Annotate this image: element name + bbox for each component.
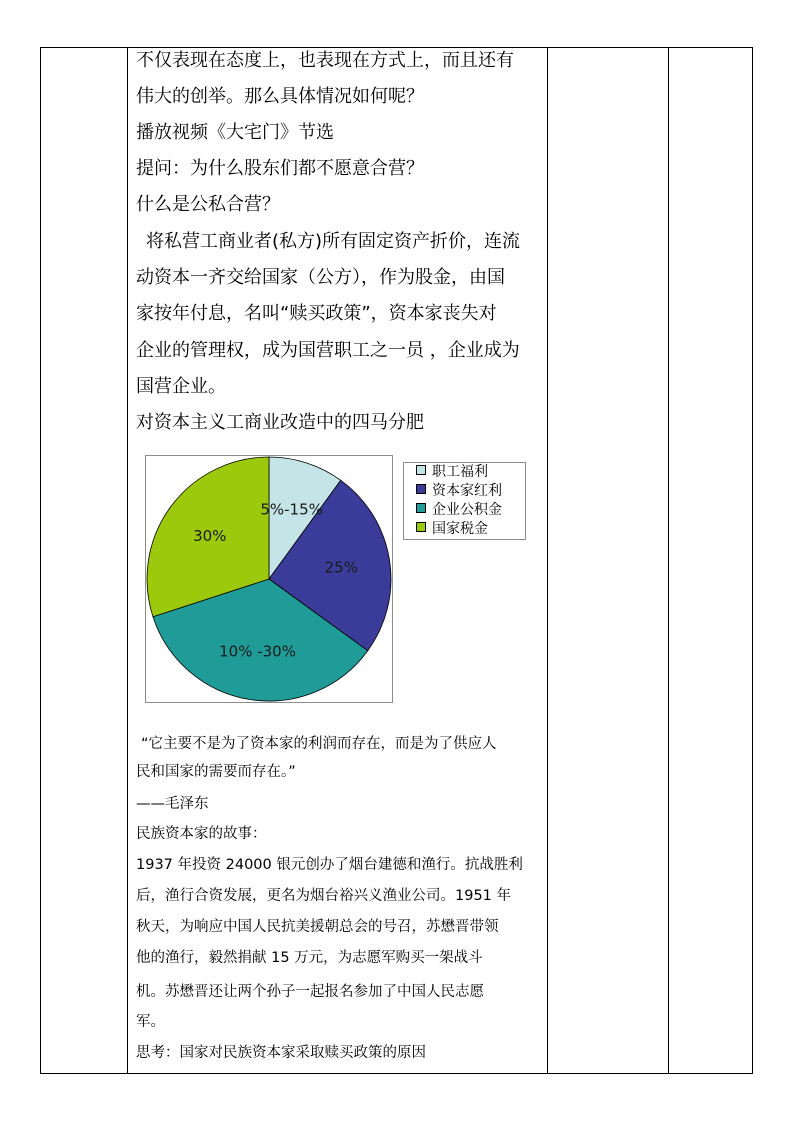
chart-legend: [403, 462, 526, 540]
pie-chart-frame: [145, 455, 393, 703]
story-heading: 民族资本家的故事：: [136, 826, 267, 842]
story-line: 秋天，为响应中国人民抗美援朝总会的号召，苏懋晋带领: [136, 919, 499, 935]
legend-label: 企业公积金: [432, 502, 502, 518]
definition-line: 国营企业。: [136, 376, 226, 397]
definition-line: 将私营工商业者(私方)所有固定资产折价，连流: [146, 231, 521, 252]
quote-line: “它主要不是为了资本家的利润而存在，而是为了供应人: [141, 736, 497, 752]
legend-item: [416, 501, 502, 519]
table-column-line: [752, 47, 753, 1074]
story-line: 后，渔行合资发展，更名为烟台裕兴义渔业公司。1951 年: [136, 888, 512, 904]
legend-label: 资本家红利: [432, 483, 502, 499]
legend-item: [416, 463, 488, 481]
legend-item: [416, 482, 502, 500]
story-line: 1937 年投资 24000 银元创办了烟台建德和渔行。抗战胜利: [136, 857, 523, 873]
think-question: 思考：国家对民族资本家采取赎买政策的原因: [136, 1045, 426, 1061]
legend-item: [416, 520, 488, 538]
pie-slice-label: 30%: [193, 526, 227, 545]
table-top-border: [40, 47, 753, 48]
legend-swatch: [416, 484, 426, 494]
chart-caption: 对资本主义工商业改造中的四马分肥: [136, 412, 424, 433]
table-column-line: [547, 47, 548, 1074]
quote-line: 民和国家的需要而存在。”: [136, 764, 296, 780]
paragraph-line: 不仅表现在态度上，也表现在方式上，而且还有: [136, 50, 514, 71]
definition-line: 家按年付息，名叫“赎买政策”，资本家丧失对: [136, 303, 497, 324]
legend-swatch: [416, 503, 426, 513]
legend-label: 职工福利: [432, 464, 488, 480]
legend-swatch: [416, 465, 426, 475]
story-line: 军。: [136, 1014, 165, 1030]
story-line: 机。苏懋晋还让两个孙子一起报名参加了中国人民志愿: [136, 984, 484, 1000]
legend-swatch: [416, 522, 426, 532]
table-column-line: [40, 47, 41, 1074]
video-instruction: 播放视频《大宅门》节选: [136, 122, 334, 143]
story-line: 他的渔行，毅然捐献 15 万元，为志愿军购买一架战斗: [136, 950, 483, 966]
pie-slice-label: 5%-15%: [260, 500, 323, 519]
question: 提问：为什么股东们都不愿意合营？: [136, 158, 424, 179]
question: 什么是公私合营？: [136, 194, 280, 215]
legend-label: 国家税金: [432, 521, 488, 537]
definition-line: 企业的管理权，成为国营职工之一员 ，企业成为: [136, 340, 520, 361]
table-bottom-border: [40, 1073, 753, 1074]
pie-slice-label: 10% -30%: [219, 642, 296, 661]
table-column-line: [668, 47, 669, 1074]
table-column-line: [127, 47, 128, 1074]
definition-line: 动资本一齐交给国家（公方），作为股金，由国: [136, 267, 505, 288]
quote-author: ——毛泽东: [136, 796, 209, 812]
pie-chart: [146, 456, 392, 702]
pie-slice-label: 25%: [324, 558, 358, 577]
paragraph-line: 伟大的创举。那么具体情况如何呢？: [136, 86, 424, 107]
